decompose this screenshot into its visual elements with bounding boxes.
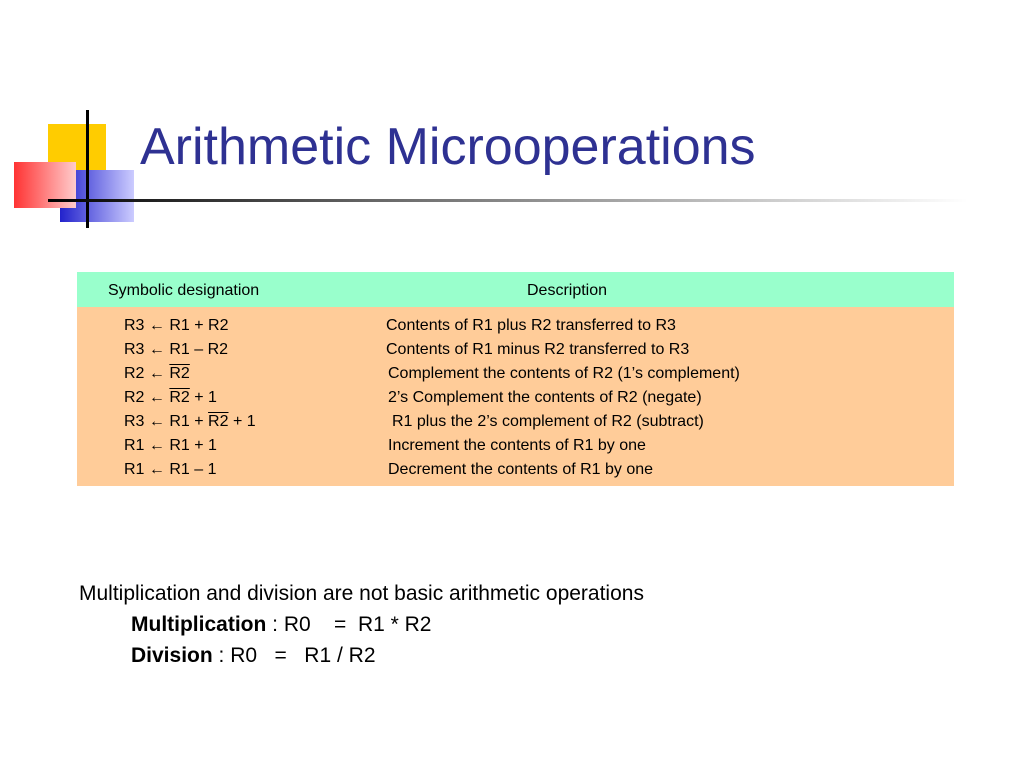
symbolic-cell: R1 ← R1 + 1: [124, 437, 217, 454]
table-row: [77, 461, 954, 485]
description-cell: Contents of R1 minus R2 transferred to R3: [386, 341, 690, 358]
description-cell: R1 plus the 2’s complement of R2 (subtract): [392, 413, 704, 430]
vertical-rule: [86, 110, 89, 228]
table-row: [77, 317, 954, 341]
symbolic-cell: R3 ← R1 + R2: [124, 317, 229, 334]
table-row: [77, 437, 954, 461]
table-row: [77, 413, 954, 437]
multiplication-expression: : R0 = R1 * R2: [266, 613, 432, 636]
table-header: [77, 272, 954, 307]
table-row: [77, 365, 954, 389]
multiplication-label: Multiplication: [131, 613, 267, 636]
multiplication-line: [79, 609, 644, 640]
symbolic-cell: R3 ← R1 – R2: [124, 341, 229, 358]
table-row: [77, 389, 954, 413]
division-label: Division: [131, 644, 213, 667]
header-symbolic: Symbolic designation: [108, 282, 260, 299]
notes-block: [79, 578, 644, 671]
description-cell: Complement the contents of R2 (1’s complement): [388, 365, 740, 382]
division-line: [79, 640, 644, 671]
symbolic-cell: R3 ← R1 + R2 + 1: [124, 413, 256, 430]
header-description: Description: [527, 282, 608, 299]
horizontal-rule: [48, 199, 968, 202]
description-cell: Decrement the contents of R1 by one: [388, 461, 654, 478]
symbolic-cell: R2 ← R2: [124, 365, 190, 382]
microoperations-table: [77, 272, 954, 486]
description-cell: 2’s Complement the contents of R2 (negate): [388, 389, 702, 406]
symbolic-cell: R1 ← R1 – 1: [124, 461, 217, 478]
description-cell: Increment the contents of R1 by one: [388, 437, 646, 454]
division-expression: : R0 = R1 / R2: [212, 644, 376, 667]
slide-title: Arithmetic Microoperations: [140, 118, 756, 176]
description-cell: Contents of R1 plus R2 transferred to R3: [386, 317, 676, 334]
notes-intro: Multiplication and division are not basic arithmetic operations: [79, 582, 644, 605]
symbolic-cell: R2 ← R2 + 1: [124, 389, 217, 406]
table-body: [77, 307, 954, 486]
table-row: [77, 341, 954, 365]
